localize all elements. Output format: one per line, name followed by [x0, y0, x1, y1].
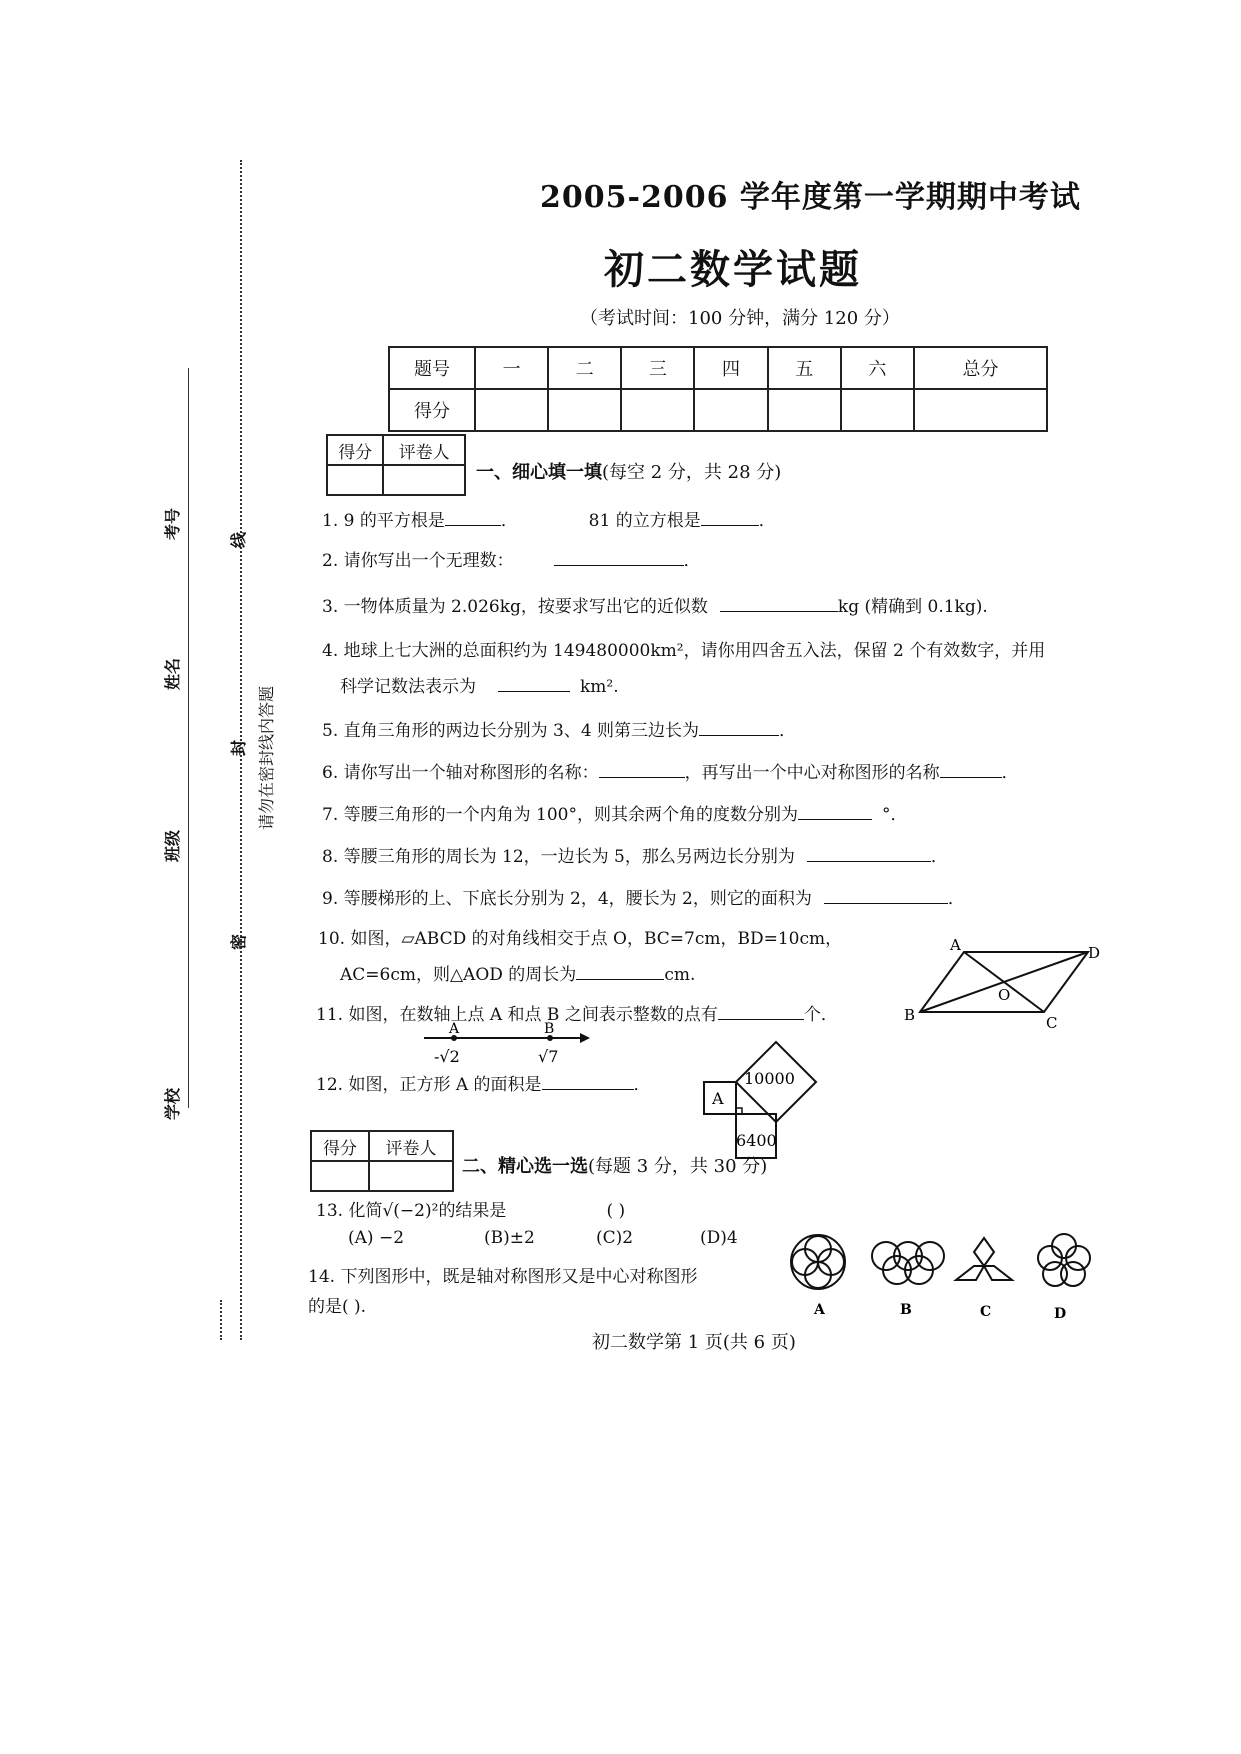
value-label: √7	[538, 1047, 559, 1066]
question-3	[322, 592, 988, 617]
grader-name-label: 评卷人	[369, 1131, 453, 1161]
grader-score-label: 得分	[311, 1131, 369, 1161]
margin-rule	[188, 368, 189, 1108]
figure-label: B	[900, 1302, 912, 1318]
q6-mid: ，再写出一个中心对称图形的名称	[684, 763, 940, 783]
figure-c-icon	[956, 1238, 1012, 1280]
exam-heading: 2005-2006 学年度第一学期期中考试	[540, 180, 1081, 215]
score-input-cell[interactable]	[841, 389, 914, 431]
question-13	[316, 1196, 625, 1221]
grader-score-label: 得分	[327, 435, 383, 465]
answer-blank[interactable]	[701, 511, 759, 526]
figure-label: C	[980, 1304, 992, 1320]
question-2	[322, 546, 701, 571]
page-footer: 初二数学第 1 页(共 6 页)	[592, 1332, 796, 1353]
name-label: 姓名	[163, 657, 182, 690]
score-input-cell[interactable]	[475, 389, 548, 431]
option-a[interactable]: (A) −2	[348, 1228, 405, 1248]
squares-figure	[700, 1036, 820, 1160]
outer-margin-line	[220, 1300, 222, 1340]
q2-end: ．	[683, 551, 701, 571]
section2-note: (每题 3 分，共 30 分)	[588, 1156, 768, 1177]
option-d[interactable]: (D)4	[700, 1228, 738, 1248]
q3-text: 3. 一物体质量为 2.026kg，按要求写出它的近似数	[322, 597, 708, 617]
question-14-line2[interactable]: 的是( ).	[308, 1297, 367, 1317]
answer-blank[interactable]	[940, 763, 1002, 778]
question-4a: 4. 地球上七大洲的总面积约为 149480000km²，请你用四舍五入法，保留 2 个有效数字，并用	[322, 641, 1046, 661]
q6-text: 6. 请你写出一个轴对称图形的名称：	[322, 763, 599, 783]
q8-text: 8. 等腰三角形的周长为 12，一边长为 5，那么另两边长分别为	[322, 847, 795, 867]
figure-b-icon	[872, 1242, 944, 1284]
answer-blank[interactable]	[720, 597, 838, 612]
section1-title	[476, 458, 781, 484]
figure-a-icon	[791, 1235, 845, 1289]
paper-title: 初二数学试题	[604, 246, 862, 293]
score-cell: 题号	[389, 347, 475, 389]
question-12	[316, 1070, 651, 1095]
q12-end: ．	[633, 1075, 651, 1095]
score-input-cell[interactable]	[621, 389, 694, 431]
exam-id-label: 考号	[163, 507, 182, 540]
q1b-text: 81 的立方根是	[588, 511, 701, 531]
q3-end: kg (精确到 0.1kg).	[837, 597, 988, 617]
seal-warning: 请勿在密封线内答题	[257, 685, 276, 830]
answer-blank[interactable]	[807, 847, 931, 862]
vertex-label: A	[950, 936, 961, 954]
option-b[interactable]: (B)±2	[484, 1228, 535, 1248]
square-label: 6400	[736, 1131, 777, 1150]
grader-name-cell[interactable]	[369, 1161, 453, 1191]
q10b-end: cm.	[664, 965, 696, 985]
q2-text: 2. 请你写出一个无理数：	[322, 551, 514, 571]
figure-label: A	[814, 1302, 825, 1318]
answer-blank[interactable]	[798, 805, 872, 820]
section1-heading: 一、细心填一填	[476, 462, 602, 483]
score-table-header-row	[389, 347, 1047, 389]
q9-end: ．	[947, 889, 965, 909]
score-cell: 得分	[389, 389, 475, 431]
exam-subtitle: （考试时间：100 分钟，满分 120 分）	[580, 308, 900, 329]
question-4b	[340, 672, 619, 697]
score-table-score-row	[389, 389, 1047, 431]
grader-score-cell[interactable]	[311, 1161, 369, 1191]
answer-paren[interactable]: ( )	[606, 1201, 626, 1221]
vertex-label: D	[1088, 944, 1100, 962]
parallelogram-figure	[904, 936, 1100, 1032]
q7-text: 7. 等腰三角形的一个内角为 100°，则其余两个角的度数分别为	[322, 805, 798, 825]
seal-mark-xian: 线	[229, 531, 248, 548]
score-cell: 一	[475, 347, 548, 389]
q1b-end: ．	[758, 511, 776, 531]
q11-text: 11. 如图，在数轴上点 A 和点 B 之间表示整数的点有	[316, 1005, 718, 1025]
vertex-label: O	[998, 986, 1011, 1004]
arrow-head	[580, 1033, 590, 1043]
vertex-label: C	[1046, 1014, 1058, 1032]
school-label: 学校	[163, 1087, 182, 1120]
score-input-cell[interactable]	[768, 389, 841, 431]
score-cell: 总分	[914, 347, 1047, 389]
section2-heading: 二、精心选一选	[462, 1156, 588, 1177]
grader-score-cell[interactable]	[327, 465, 383, 495]
question-8	[322, 842, 948, 867]
square-label: A	[712, 1089, 724, 1108]
q5-text: 5. 直角三角形的两边长分别为 3、4 则第三边长为	[322, 721, 700, 741]
q14-figures	[784, 1232, 1098, 1322]
square-label: 10000	[744, 1069, 795, 1088]
q13-post: 的结果是	[438, 1201, 507, 1221]
option-c[interactable]: (C)2	[596, 1228, 634, 1248]
score-cell: 二	[548, 347, 621, 389]
value-label: -√2	[434, 1047, 460, 1066]
q4b-text: 科学记数法表示为	[340, 677, 476, 697]
q12-text: 12. 如图，正方形 A 的面积是	[316, 1075, 542, 1095]
question-9	[322, 884, 965, 909]
point-label: A	[449, 1021, 460, 1037]
q8-end: ．	[930, 847, 948, 867]
q4b-end: km².	[580, 677, 619, 697]
score-cell: 四	[694, 347, 767, 389]
figure-d-icon	[1038, 1234, 1090, 1286]
class-label: 班级	[163, 829, 182, 862]
q6-end: ．	[1001, 763, 1019, 783]
number-line-figure	[420, 1018, 590, 1070]
q13-pre: 13. 化简	[316, 1201, 383, 1221]
question-1	[322, 506, 776, 531]
q1a-end: ．	[500, 511, 518, 531]
answer-blank[interactable]	[718, 1005, 804, 1020]
question-10a: 10. 如图，▱ABCD 的对角线相交于点 O，BC=7cm，BD=10cm，	[318, 929, 843, 949]
q5-end: ．	[779, 721, 797, 741]
q7-end: °．	[881, 805, 908, 825]
grader-box-1	[326, 434, 466, 496]
answer-blank[interactable]	[699, 721, 779, 736]
vertex-label: B	[904, 1006, 916, 1024]
answer-blank[interactable]	[576, 965, 664, 980]
score-cell: 六	[841, 347, 914, 389]
seal-mark-feng: 封	[229, 739, 248, 756]
figure-label: D	[1054, 1306, 1067, 1322]
score-cell: 三	[621, 347, 694, 389]
grader-name-label: 评卷人	[383, 435, 465, 465]
section1-note: (每空 2 分，共 28 分)	[602, 462, 782, 483]
question-10b	[340, 960, 695, 985]
q10b-text: AC=6cm，则△AOD 的周长为	[340, 965, 577, 985]
question-5	[322, 716, 796, 741]
score-input-cell[interactable]	[914, 389, 1047, 431]
question-6	[322, 758, 1019, 783]
score-input-cell[interactable]	[694, 389, 767, 431]
question-14-line1: 14. 下列图形中，既是轴对称图形又是中心对称图形	[308, 1267, 698, 1287]
seal-mark-mi: 密	[229, 933, 248, 950]
q1a-text: 1. 9 的平方根是	[322, 511, 445, 531]
q9-text: 9. 等腰梯形的上、下底长分别为 2，4，腰长为 2，则它的面积为	[322, 889, 812, 909]
score-table	[388, 346, 1048, 432]
section2-title	[462, 1152, 767, 1178]
q13-expression: √(−2)²	[382, 1201, 439, 1221]
answer-blank[interactable]	[554, 551, 684, 566]
score-cell: 五	[768, 347, 841, 389]
grader-name-cell[interactable]	[383, 465, 465, 495]
score-input-cell[interactable]	[548, 389, 621, 431]
question-7	[322, 800, 907, 825]
answer-blank[interactable]	[599, 763, 685, 778]
point-label: B	[544, 1021, 555, 1037]
q11-end: 个．	[803, 1005, 838, 1025]
answer-blank[interactable]	[498, 677, 570, 692]
answer-blank[interactable]	[445, 511, 501, 526]
answer-blank[interactable]	[542, 1075, 634, 1090]
grader-box-2	[310, 1130, 454, 1192]
answer-blank[interactable]	[824, 889, 948, 904]
